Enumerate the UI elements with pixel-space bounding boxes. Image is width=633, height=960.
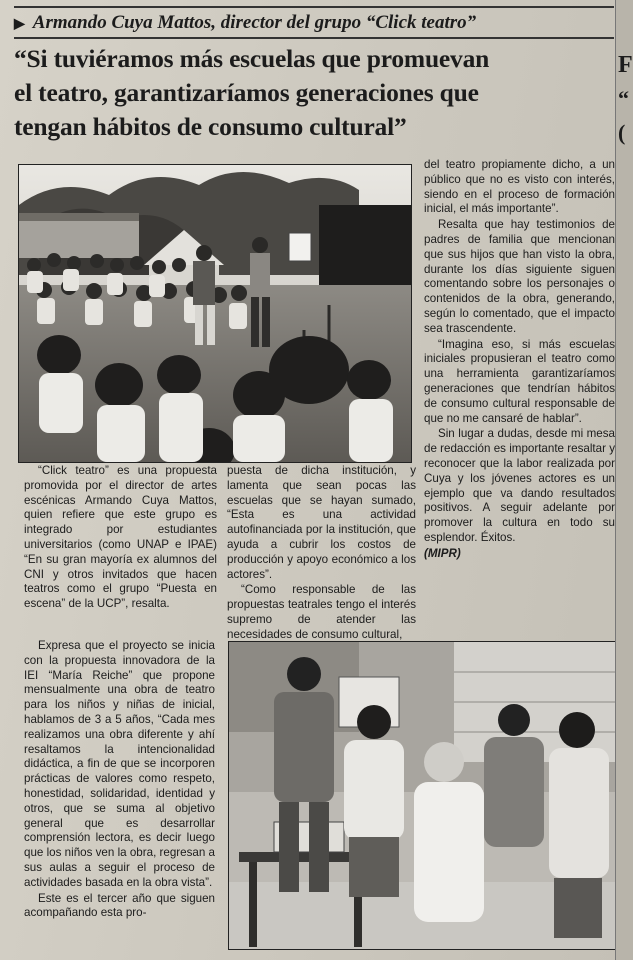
triangle-bullet-icon: ▶: [14, 17, 25, 32]
column-middle: [227, 464, 416, 643]
photo-outdoor-performance: [18, 164, 412, 463]
kicker-rule: [14, 37, 614, 39]
signature: (MIPR): [424, 546, 461, 560]
photo-outdoor-performance-image: [19, 165, 411, 462]
headline: [14, 42, 616, 144]
headline-line: tengan hábitos de consumo cultural”: [14, 112, 407, 141]
edge-fragment: “: [618, 86, 629, 111]
paragraph: “Click teatro” es una propuesta promovida por el director de artes escénicas Armando Cuya Mattos, quien refiere que este grupo es integrado por estudiantes universitarios (como UNAP e IPAE) “En su gran mayoría ex alumnos del CNI y otros invitados que hacen teatros como el grupo “Puesta en escena” de la UCP”, resalta.: [24, 464, 217, 611]
paragraph: Expresa que el proyecto se inicia con la propuesta innovadora de la IEI “María Reiche” que propone mensualmente una obra de teatro para los niños y niñas de inicial, hablamos de 3 a 5 años, “Cada mes realizamos una obra diferente y ahí resaltamos la intencionalidad didáctica, a fin de que se incorporen prácticas de valores como respeto, honestidad, solidaridad, identidad y otros, que se suma al objetivo general que es desarrollar comprensión lectora, es decir luego que los niños ven la obra, regresan a sus aulas a seguir el proceso de actividades basada en la obra vista”.: [24, 639, 215, 889]
headline-line: “Si tuviéramos más escuelas que promuevan: [14, 44, 490, 73]
column-left-top: [24, 464, 217, 612]
column-left-bottom: [24, 639, 215, 921]
paragraph: Resalta que hay testimonios de padres de familia que mencionan que sus hijos que han visto la obra, durante los días siguiente siguen comentando sobre los personajes o contenidos de la obra, generando, según lo comentado, que el impacto sea trascendente.: [424, 218, 615, 335]
kicker: [14, 10, 614, 36]
kicker-text: Armando Cuya Mattos, director del grupo “Click teatro”: [32, 12, 477, 33]
paragraph: puesta de dicha institución, y lamenta que sean pocas las escuelas que se hayan sumado, “Esta es una actividad autofinanciada por la institución, que ayuda a cubrir los costos de producción y apoyo económico a los actores”.: [227, 464, 416, 581]
photo-children-acting: [228, 641, 628, 950]
paragraph: Este es el tercer año que siguen acompañando esta pro-: [24, 891, 215, 920]
paragraph: “Imagina eso, si más escuelas iniciales propusieran el teatro como una herramienta garantizaríamos generaciones que tendrían hábitos de consumo cultural responsable de que no me cansaré de hablar”.: [424, 337, 615, 425]
top-rule: [14, 6, 614, 8]
headline-line: el teatro, garantizaríamos generaciones que: [14, 78, 479, 107]
edge-fragment: (: [618, 120, 626, 145]
paragraph: del teatro propiamente dicho, a un público que no es visto con interés, siendo en el proceso de formación inicial, el más importante”.: [424, 158, 615, 216]
column-right: [424, 158, 615, 562]
edge-fragment: F: [618, 52, 633, 78]
paragraph: “Como responsable de las propuestas teatrales tengo el interés supremo de atender las necesidades de consumo cultural,: [227, 583, 416, 641]
paragraph: Sin lugar a dudas, desde mi mesa de redacción es importante resaltar y reconocer que la labor realizada por Cuya y los jóvenes actores es un ejemplo que va dando resultados positivos. A seguir adelante por promover la cultura en todo su esplendor. Éxitos.: [424, 427, 615, 544]
photo-children-acting-image: [229, 642, 627, 949]
adjacent-page-edge: [615, 0, 633, 960]
